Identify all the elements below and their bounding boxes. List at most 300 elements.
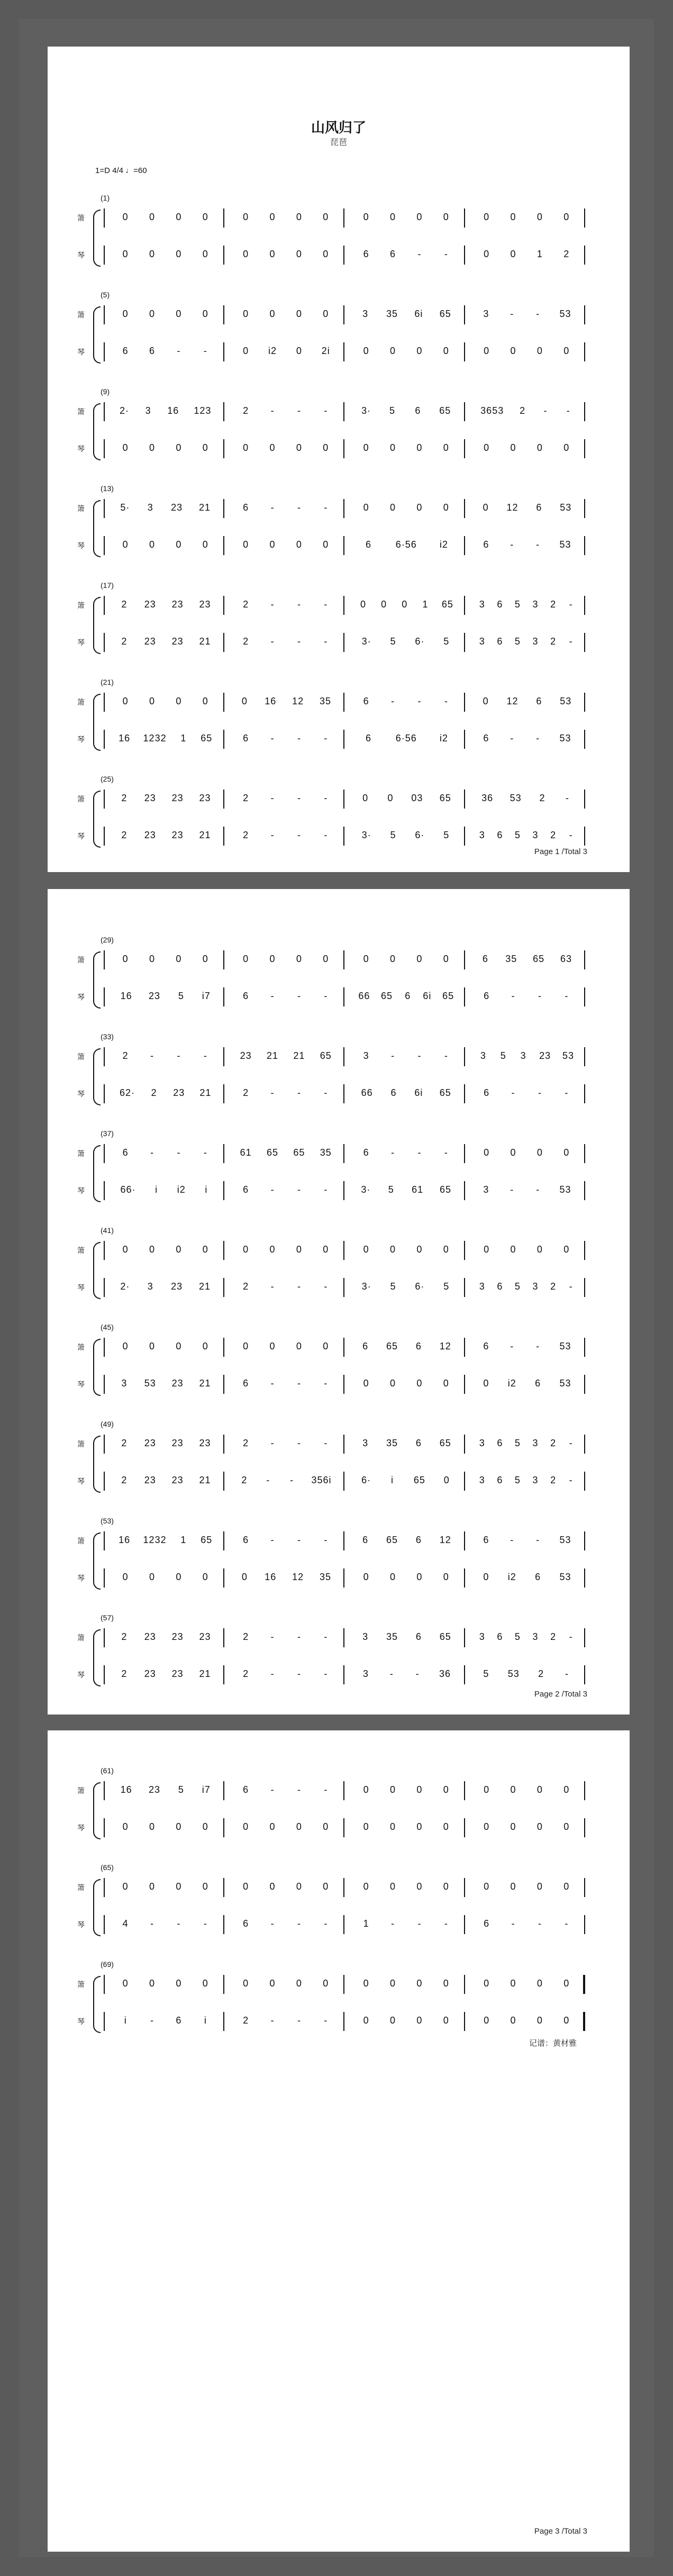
measure-notes [353, 539, 460, 550]
note: 0 [122, 696, 129, 706]
note: 3 [520, 1050, 526, 1061]
note: 0 [296, 1978, 302, 1989]
note: 1 [363, 1918, 369, 1929]
note: i [205, 1184, 208, 1195]
note: 6· [415, 636, 425, 647]
note: 6 [415, 1341, 422, 1352]
measure [344, 1914, 465, 1935]
note: 3 [483, 309, 489, 319]
note: 6 [243, 1918, 249, 1929]
staff-qin [104, 1567, 585, 1589]
note: 0 [563, 1978, 570, 1989]
measure [465, 1877, 586, 1898]
instrument-label-xiao: 箫 [77, 698, 85, 706]
measure [104, 1471, 224, 1492]
note: 65 [439, 405, 451, 416]
measure-notes [233, 1050, 340, 1062]
note: - [270, 1281, 275, 1292]
note: 21 [199, 830, 211, 840]
measure [465, 1240, 586, 1261]
note: 61 [412, 1184, 424, 1195]
measure-notes [112, 249, 219, 260]
measure [224, 788, 345, 810]
measure [104, 1374, 224, 1395]
note: 0 [443, 1378, 449, 1389]
measure-number: (65) [101, 1863, 114, 1872]
note: 0 [390, 1821, 396, 1832]
note: 53 [510, 793, 522, 803]
note: 0 [243, 1881, 249, 1892]
measure-notes [112, 1881, 219, 1892]
note: 0 [176, 954, 182, 964]
measure [104, 1180, 224, 1201]
note: 6 [497, 636, 503, 647]
note: 0 [202, 249, 208, 259]
measure-notes [474, 1918, 580, 1929]
note: - [297, 1918, 301, 1929]
note: 6 [363, 1147, 369, 1158]
note: 23 [144, 1475, 156, 1485]
measure-notes [112, 309, 219, 320]
note: 12 [506, 502, 519, 513]
note: 5 [514, 830, 521, 840]
note: 16 [265, 696, 277, 706]
note: 0 [363, 954, 369, 964]
note: 0 [390, 442, 396, 453]
note: 2i [321, 346, 330, 356]
note: 0 [269, 249, 276, 259]
measure [104, 1337, 224, 1358]
note: 23 [171, 1631, 184, 1642]
note: 23 [149, 1784, 161, 1795]
note: 0 [416, 502, 423, 513]
note: 0 [149, 309, 156, 319]
note: 0 [443, 1881, 449, 1892]
note: 0 [484, 442, 490, 453]
note: 0 [443, 442, 449, 453]
music-system [69, 1323, 608, 1409]
measure-notes [233, 1668, 340, 1680]
measure [465, 1434, 586, 1455]
note: 16 [119, 733, 131, 743]
note: 65 [439, 1438, 451, 1448]
measure [465, 1627, 586, 1648]
barline [584, 305, 585, 324]
instrument-label-qin: 琴 [77, 541, 85, 550]
note: 6 [482, 954, 488, 964]
system-brace [93, 403, 101, 460]
measure [465, 1664, 586, 1685]
staff-xiao [104, 304, 585, 325]
measure-number: (1) [101, 194, 110, 202]
note: 23 [171, 636, 184, 647]
note: 0 [323, 539, 329, 550]
note: 65 [293, 1147, 305, 1158]
note: - [297, 733, 301, 743]
note: 0 [323, 1821, 329, 1832]
note: 23 [240, 1050, 252, 1061]
note: 0 [176, 696, 182, 706]
measure [224, 1914, 345, 1935]
note: 0 [510, 346, 516, 356]
note: 0 [563, 212, 570, 222]
note: 3 [479, 1631, 485, 1642]
note: 1 [180, 733, 187, 743]
note: 0 [243, 1341, 249, 1352]
note: 03 [411, 793, 423, 803]
measure [224, 1817, 345, 1838]
measure-notes [233, 991, 340, 1002]
note: - [297, 1784, 301, 1795]
note: 6 [497, 1438, 503, 1448]
note: 0 [363, 1572, 369, 1582]
staff-qin [104, 826, 585, 847]
note: 0 [387, 793, 394, 803]
instrument-label-qin: 琴 [77, 832, 85, 840]
measure-notes [474, 1341, 580, 1352]
note: 3 [480, 1050, 486, 1061]
instrument-label-xiao: 箫 [77, 956, 85, 964]
note: 0 [484, 1147, 490, 1158]
note: - [415, 1668, 420, 1679]
measure [224, 1877, 345, 1898]
measure-notes [112, 212, 219, 223]
note: 2 [243, 1438, 249, 1448]
barline [584, 1144, 585, 1163]
note: 5 [178, 1784, 184, 1795]
note: 6 [405, 991, 411, 1001]
note: 356i [311, 1475, 332, 1485]
barline [584, 827, 585, 846]
note: 65 [320, 1050, 332, 1061]
measure [224, 1277, 345, 1298]
note: - [391, 696, 395, 706]
note: 2 [121, 793, 128, 803]
system-brace [93, 1976, 101, 2033]
note: 6 [483, 539, 489, 550]
barline [584, 1435, 585, 1454]
barline [584, 1531, 585, 1550]
measure-notes [353, 1438, 460, 1449]
measure-notes [474, 1668, 580, 1680]
final-barline [583, 1975, 585, 1994]
instrument-label-xiao: 箫 [77, 311, 85, 319]
staff-xiao [104, 1046, 585, 1067]
measure [465, 1780, 586, 1801]
note: 0 [323, 1978, 329, 1989]
note: - [324, 1631, 328, 1642]
measure [224, 535, 345, 556]
staff-qin [104, 1664, 585, 1685]
score-subtitle: 琵琶 [330, 138, 347, 147]
music-system [69, 936, 608, 1021]
note: 0 [176, 442, 182, 453]
note: 0 [243, 954, 249, 964]
note: 0 [536, 2015, 543, 2026]
note: - [270, 1378, 275, 1389]
measure [224, 692, 345, 713]
note: - [324, 599, 328, 610]
note: - [297, 1668, 301, 1679]
music-system [69, 1517, 608, 1602]
note: - [150, 1147, 154, 1158]
note: - [203, 1050, 207, 1061]
note: 0 [563, 346, 570, 356]
measure [224, 1530, 345, 1552]
measure-notes [112, 1147, 219, 1158]
measure [344, 1083, 465, 1104]
measure-number: (25) [101, 775, 114, 783]
note: 65 [386, 1535, 398, 1545]
note: 6 [415, 1438, 422, 1448]
measure [224, 729, 345, 750]
note: 65 [439, 1087, 451, 1098]
measure-notes [474, 991, 580, 1002]
note: 62· [120, 1087, 135, 1098]
note: - [511, 991, 515, 1001]
note: 2 [538, 1668, 544, 1679]
note: - [565, 1668, 569, 1679]
measure-notes [474, 309, 580, 320]
music-system [69, 1032, 608, 1118]
music-system [69, 1129, 608, 1215]
note: 6 [484, 1087, 490, 1098]
note: 65 [381, 991, 393, 1001]
staff-qin [104, 1817, 585, 1838]
note: 35 [386, 1438, 398, 1448]
instrument-label-qin: 琴 [77, 1186, 85, 1195]
measure [344, 1780, 465, 1801]
staff-xiao [104, 1877, 585, 1898]
measure-notes [112, 502, 219, 513]
note: 65 [441, 599, 453, 610]
instrument-label-qin: 琴 [77, 735, 85, 743]
measure [104, 1974, 224, 1995]
note: - [324, 1918, 328, 1929]
note: 0 [122, 1341, 129, 1352]
note: - [297, 1087, 301, 1098]
measure [465, 1083, 586, 1104]
measure [104, 1277, 224, 1298]
note: 0 [484, 1244, 490, 1255]
measure-notes [474, 1244, 580, 1255]
measure-notes [112, 539, 219, 550]
measure [224, 438, 345, 459]
note: 0 [443, 1572, 449, 1582]
note: 5 [390, 830, 396, 840]
note: 0 [296, 1244, 302, 1255]
measure [344, 207, 465, 229]
measure [104, 1914, 224, 1935]
note: 21 [199, 1378, 211, 1389]
measure [344, 692, 465, 713]
note: - [389, 1668, 394, 1679]
note: 2 [121, 599, 128, 610]
note: - [150, 1918, 154, 1929]
measure-notes [474, 212, 580, 223]
note: 0 [149, 212, 156, 222]
staff-xiao [104, 1434, 585, 1455]
note: - [417, 696, 422, 706]
instrument-label-qin: 琴 [77, 1824, 85, 1832]
measure-notes [112, 1341, 219, 1352]
note: - [391, 1050, 395, 1061]
measure [344, 1337, 465, 1358]
instrument-label-xiao: 箫 [77, 407, 85, 416]
note: 3 [479, 1281, 485, 1292]
measure-notes [353, 1784, 460, 1795]
barline [584, 208, 585, 228]
measure [104, 438, 224, 459]
note: - [270, 1784, 275, 1795]
note: 23 [171, 1475, 184, 1485]
measure [104, 949, 224, 970]
measure [224, 1471, 345, 1492]
barline [584, 633, 585, 652]
note: 65 [440, 1184, 452, 1195]
note: 3 [479, 1438, 485, 1448]
measure [104, 826, 224, 847]
note: - [297, 830, 301, 840]
note: 65 [201, 733, 213, 743]
note: - [510, 309, 514, 319]
note: 6 [497, 830, 503, 840]
measure-notes [112, 1668, 219, 1680]
measure-notes [112, 1438, 219, 1449]
measure-notes [353, 636, 460, 647]
barline [584, 596, 585, 615]
note: 6 [497, 1631, 503, 1642]
measure-notes [353, 309, 460, 320]
note: 3 [362, 1668, 369, 1679]
measure-notes [474, 1631, 580, 1643]
note: 0 [202, 1881, 208, 1892]
note: - [297, 1281, 301, 1292]
note: - [536, 1535, 540, 1545]
note: 0 [363, 346, 369, 356]
barline [584, 1568, 585, 1588]
note: 6 [243, 1784, 249, 1795]
note: 12 [292, 1572, 304, 1582]
note: - [324, 733, 328, 743]
note: 2 [243, 830, 249, 840]
note: 5 [500, 1050, 506, 1061]
note: - [324, 1087, 328, 1098]
note: 0 [510, 2015, 516, 2026]
note: 2· [120, 1281, 130, 1292]
measure-notes [353, 1535, 460, 1546]
note: 3 [362, 1438, 369, 1448]
music-system [69, 484, 608, 570]
note: 0 [510, 1244, 516, 1255]
note: 53 [559, 539, 571, 550]
note: 6 [243, 1535, 249, 1545]
measure [344, 401, 465, 422]
note: 0 [563, 442, 570, 453]
measure-notes [112, 1821, 219, 1833]
measure-notes [112, 1535, 219, 1546]
note: 0 [416, 1881, 423, 1892]
note: 2· [120, 405, 130, 416]
measure [224, 304, 345, 325]
note: 3· [361, 1281, 371, 1292]
note: 0 [416, 1572, 423, 1582]
page-footer: Page 2 /Total 3 [534, 1690, 587, 1699]
note: 16 [119, 1535, 131, 1545]
barline [584, 1241, 585, 1260]
note: - [324, 1784, 328, 1795]
measure-notes [353, 1244, 460, 1255]
measure [344, 986, 465, 1008]
instrument-label-xiao: 箫 [77, 795, 85, 803]
note: 23 [144, 830, 156, 840]
note: 23 [171, 1281, 183, 1292]
note: - [297, 1535, 301, 1545]
note: 123 [194, 405, 212, 416]
system-brace [93, 951, 101, 1009]
measure [224, 1434, 345, 1455]
measure-notes [233, 405, 340, 416]
note: - [270, 599, 275, 610]
note: 53 [559, 733, 571, 743]
note: - [177, 346, 181, 356]
note: - [270, 1535, 275, 1545]
note: 0 [269, 1244, 276, 1255]
note: 0 [202, 539, 208, 550]
note: - [324, 1281, 328, 1292]
note: 0 [484, 212, 490, 222]
music-system [69, 775, 608, 860]
measure-notes [112, 1978, 219, 1989]
note: - [538, 1087, 542, 1098]
measure [224, 1974, 345, 1995]
note: 0 [122, 1821, 129, 1832]
note: 3 [532, 1475, 539, 1485]
note: - [297, 405, 301, 416]
measure-notes [474, 1978, 580, 1989]
measure-notes [353, 249, 460, 260]
note: 21 [199, 502, 211, 513]
measure-notes [233, 309, 340, 320]
barline [584, 790, 585, 809]
note: - [177, 1918, 181, 1929]
note: - [417, 1147, 422, 1158]
note: 2 [563, 249, 570, 259]
note: 12 [439, 1535, 451, 1545]
note: 65 [267, 1147, 279, 1158]
note: 0 [241, 696, 248, 706]
note: 0 [563, 1784, 570, 1795]
note: i2 [439, 539, 448, 550]
measure-notes [353, 1378, 460, 1389]
instrument-label-qin: 琴 [77, 638, 85, 647]
note: 16 [265, 1572, 277, 1582]
note: - [324, 793, 328, 803]
barline [584, 1084, 585, 1103]
measure [344, 535, 465, 556]
note: 0 [363, 212, 369, 222]
measure-notes [353, 1978, 460, 1989]
note: 36 [481, 793, 494, 803]
note: - [203, 1147, 207, 1158]
note: 6 [497, 1281, 503, 1292]
measure [104, 1817, 224, 1838]
instrument-label-qin: 琴 [77, 251, 85, 259]
note: - [203, 1918, 207, 1929]
note: 63 [560, 954, 572, 964]
note: 0 [563, 1147, 570, 1158]
measure [224, 1780, 345, 1801]
